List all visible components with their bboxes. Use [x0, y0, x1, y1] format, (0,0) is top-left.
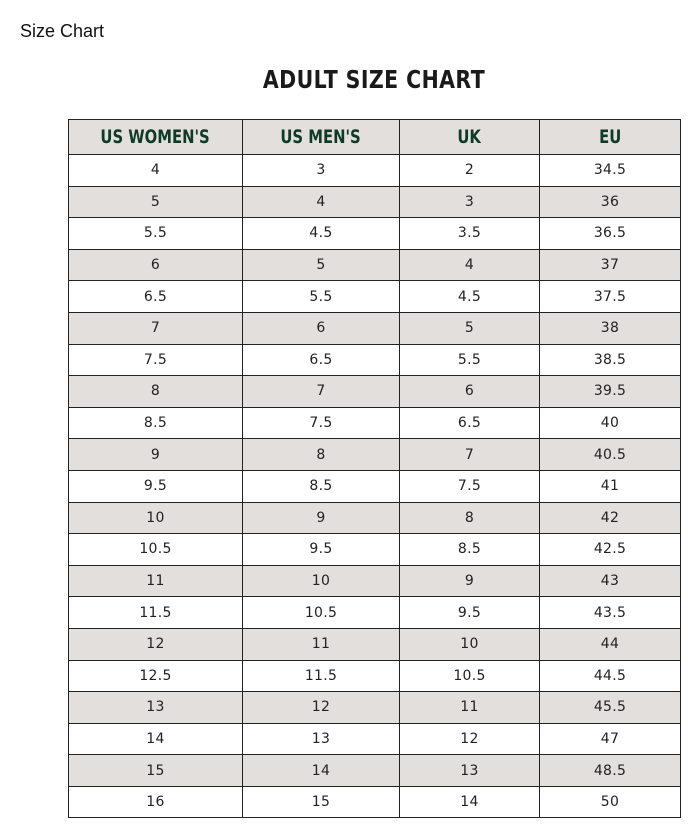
- us-womens-cell: 12.5: [69, 660, 243, 692]
- column-header-eu: [540, 120, 681, 155]
- table-row: [69, 439, 681, 471]
- eu-cell: 50: [540, 786, 681, 818]
- uk-cell: 4: [400, 249, 540, 281]
- table-header-row: [69, 120, 681, 155]
- us-mens-cell: 15: [243, 786, 400, 818]
- table-row: [69, 155, 681, 187]
- us-mens-cell: 4.5: [243, 218, 400, 250]
- us-womens-cell: 5: [69, 186, 243, 218]
- table-row: [69, 723, 681, 755]
- us-womens-cell: 6: [69, 249, 243, 281]
- us-womens-cell: 16: [69, 786, 243, 818]
- eu-cell: 38.5: [540, 344, 681, 376]
- eu-cell: 40: [540, 407, 681, 439]
- us-mens-cell: 8: [243, 439, 400, 471]
- eu-cell: 47: [540, 723, 681, 755]
- eu-cell: 43.5: [540, 597, 681, 629]
- us-womens-cell: 10.5: [69, 534, 243, 566]
- uk-cell: 12: [400, 723, 540, 755]
- uk-cell: 10: [400, 628, 540, 660]
- us-mens-cell: 4: [243, 186, 400, 218]
- us-womens-cell: 12: [69, 628, 243, 660]
- table-row: [69, 281, 681, 313]
- us-mens-cell: 7.5: [243, 407, 400, 439]
- us-mens-cell: 14: [243, 755, 400, 787]
- eu-cell: 44: [540, 628, 681, 660]
- eu-cell: 44.5: [540, 660, 681, 692]
- us-mens-cell: 10: [243, 565, 400, 597]
- us-mens-cell: 11: [243, 628, 400, 660]
- uk-cell: 6.5: [400, 407, 540, 439]
- uk-cell: 14: [400, 786, 540, 818]
- eu-cell: 37.5: [540, 281, 681, 313]
- eu-cell: 37: [540, 249, 681, 281]
- uk-cell: 11: [400, 692, 540, 724]
- us-mens-cell: 11.5: [243, 660, 400, 692]
- us-womens-cell: 4: [69, 155, 243, 187]
- uk-cell: 3.5: [400, 218, 540, 250]
- uk-cell: 8.5: [400, 534, 540, 566]
- table-row: [69, 407, 681, 439]
- us-mens-cell: 12: [243, 692, 400, 724]
- us-mens-cell: 3: [243, 155, 400, 187]
- uk-cell: 6: [400, 376, 540, 408]
- table-row: [69, 376, 681, 408]
- page-heading: Size Chart: [20, 21, 105, 41]
- us-mens-cell: 8.5: [243, 470, 400, 502]
- table-row: [69, 344, 681, 376]
- uk-cell: 7.5: [400, 470, 540, 502]
- chart-title: ADULT SIZE CHART: [262, 65, 486, 94]
- us-womens-cell: 9: [69, 439, 243, 471]
- uk-cell: 4.5: [400, 281, 540, 313]
- table-row: [69, 312, 681, 344]
- table-row: [69, 534, 681, 566]
- us-womens-cell: 8.5: [69, 407, 243, 439]
- us-mens-cell: 9.5: [243, 534, 400, 566]
- uk-cell: 7: [400, 439, 540, 471]
- uk-cell: 10.5: [400, 660, 540, 692]
- us-mens-cell: 5: [243, 249, 400, 281]
- uk-cell: 9.5: [400, 597, 540, 629]
- eu-cell: 48.5: [540, 755, 681, 787]
- eu-cell: 39.5: [540, 376, 681, 408]
- us-mens-cell: 9: [243, 502, 400, 534]
- column-header-uk: [400, 120, 540, 155]
- table-row: [69, 755, 681, 787]
- eu-cell: 36.5: [540, 218, 681, 250]
- eu-cell: 40.5: [540, 439, 681, 471]
- table-row: [69, 502, 681, 534]
- us-womens-cell: 8: [69, 376, 243, 408]
- table-row: [69, 597, 681, 629]
- us-womens-cell: 9.5: [69, 470, 243, 502]
- us-womens-cell: 7.5: [69, 344, 243, 376]
- column-header-us-womens: [69, 120, 243, 155]
- us-womens-cell: 7: [69, 312, 243, 344]
- eu-cell: 45.5: [540, 692, 681, 724]
- table-row: [69, 660, 681, 692]
- us-womens-cell: 6.5: [69, 281, 243, 313]
- eu-cell: 42.5: [540, 534, 681, 566]
- uk-cell: 13: [400, 755, 540, 787]
- uk-cell: 8: [400, 502, 540, 534]
- size-table-body: [69, 155, 681, 818]
- us-womens-cell: 14: [69, 723, 243, 755]
- eu-cell: 38: [540, 312, 681, 344]
- column-header-label: US MEN'S: [280, 126, 362, 148]
- us-mens-cell: 5.5: [243, 281, 400, 313]
- table-row: [69, 470, 681, 502]
- us-womens-cell: 11.5: [69, 597, 243, 629]
- us-womens-cell: 13: [69, 692, 243, 724]
- us-mens-cell: 6: [243, 312, 400, 344]
- table-row: [69, 249, 681, 281]
- uk-cell: 2: [400, 155, 540, 187]
- table-row: [69, 186, 681, 218]
- column-header-label: UK: [457, 126, 482, 148]
- uk-cell: 5.5: [400, 344, 540, 376]
- us-womens-cell: 11: [69, 565, 243, 597]
- uk-cell: 3: [400, 186, 540, 218]
- us-mens-cell: 7: [243, 376, 400, 408]
- eu-cell: 43: [540, 565, 681, 597]
- table-row: [69, 628, 681, 660]
- table-row: [69, 786, 681, 818]
- us-womens-cell: 10: [69, 502, 243, 534]
- column-header-label: US WOMEN'S: [100, 126, 211, 148]
- us-mens-cell: 6.5: [243, 344, 400, 376]
- eu-cell: 42: [540, 502, 681, 534]
- table-row: [69, 218, 681, 250]
- uk-cell: 5: [400, 312, 540, 344]
- eu-cell: 34.5: [540, 155, 681, 187]
- column-header-label: EU: [598, 126, 622, 148]
- us-womens-cell: 5.5: [69, 218, 243, 250]
- table-row: [69, 692, 681, 724]
- size-table: [68, 119, 681, 818]
- uk-cell: 9: [400, 565, 540, 597]
- table-row: [69, 565, 681, 597]
- column-header-us-mens: [243, 120, 400, 155]
- eu-cell: 41: [540, 470, 681, 502]
- eu-cell: 36: [540, 186, 681, 218]
- us-womens-cell: 15: [69, 755, 243, 787]
- us-mens-cell: 13: [243, 723, 400, 755]
- us-mens-cell: 10.5: [243, 597, 400, 629]
